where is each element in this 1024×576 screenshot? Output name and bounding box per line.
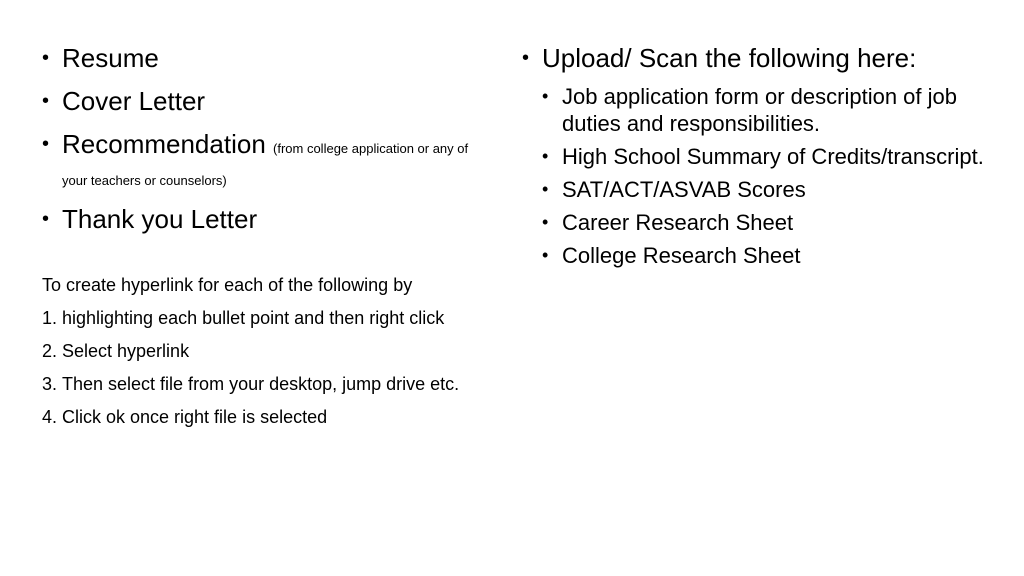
bullet-icon: • xyxy=(522,47,530,69)
left-column xyxy=(42,42,492,246)
step-number: 4. xyxy=(42,407,58,427)
bullet-icon: • xyxy=(542,245,549,265)
bullet-icon: • xyxy=(42,90,50,112)
bullet-icon: • xyxy=(542,86,549,106)
step-number: 1. xyxy=(42,308,58,328)
step-text: Then select file from your desktop, jump drive etc. xyxy=(62,374,460,394)
sub-list-item-label: SAT/ACT/ASVAB Scores xyxy=(562,177,806,202)
sub-list-item xyxy=(542,143,992,170)
sub-list-item-label: Career Research Sheet xyxy=(562,210,794,235)
instruction-step xyxy=(42,373,492,396)
list-item-label: Thank you Letter xyxy=(62,204,258,234)
bullet-icon: • xyxy=(542,212,549,232)
upload-sub-list xyxy=(542,83,992,269)
recommendation-note: (from college application or any of your teachers or counselors) xyxy=(62,141,469,188)
list-item-label: Cover Letter xyxy=(62,86,206,116)
bullet-icon: • xyxy=(42,133,50,155)
step-text: highlighting each bullet point and then right click xyxy=(62,308,445,328)
instructions-steps xyxy=(42,307,492,429)
upload-heading-item xyxy=(522,42,992,74)
instruction-step xyxy=(42,406,492,429)
upload-list xyxy=(522,42,992,74)
instruction-step xyxy=(42,340,492,363)
sub-list-item xyxy=(542,83,992,137)
bullet-icon: • xyxy=(542,179,549,199)
list-item-cover-letter xyxy=(42,85,492,117)
list-item-label: Resume xyxy=(62,43,159,73)
hyperlink-instructions xyxy=(42,274,492,439)
sub-list-item-label: College Research Sheet xyxy=(562,243,801,268)
sub-list-item xyxy=(542,176,992,203)
list-item-label: Recommendation xyxy=(62,129,266,159)
list-item-thank-you-letter xyxy=(42,203,492,235)
bullet-icon: • xyxy=(42,47,50,69)
bullet-icon: • xyxy=(42,208,50,230)
sub-list-item xyxy=(542,242,992,269)
step-number: 3. xyxy=(42,374,58,394)
bullet-icon: • xyxy=(542,146,549,166)
sub-list-item xyxy=(542,209,992,236)
right-column xyxy=(522,42,992,275)
step-text: Click ok once right file is selected xyxy=(62,407,328,427)
step-text: Select hyperlink xyxy=(62,341,190,361)
list-item-resume xyxy=(42,42,492,74)
document-list xyxy=(42,42,492,235)
list-item-recommendation xyxy=(42,128,492,192)
upload-heading: Upload/ Scan the following here: xyxy=(542,43,917,73)
step-number: 2. xyxy=(42,341,58,361)
sub-list-item-label: High School Summary of Credits/transcript. xyxy=(562,144,984,169)
instruction-step xyxy=(42,307,492,330)
sub-list-item-label: Job application form or description of job duties and responsibilities. xyxy=(562,84,957,136)
instructions-intro: To create hyperlink for each of the following by xyxy=(42,275,413,295)
